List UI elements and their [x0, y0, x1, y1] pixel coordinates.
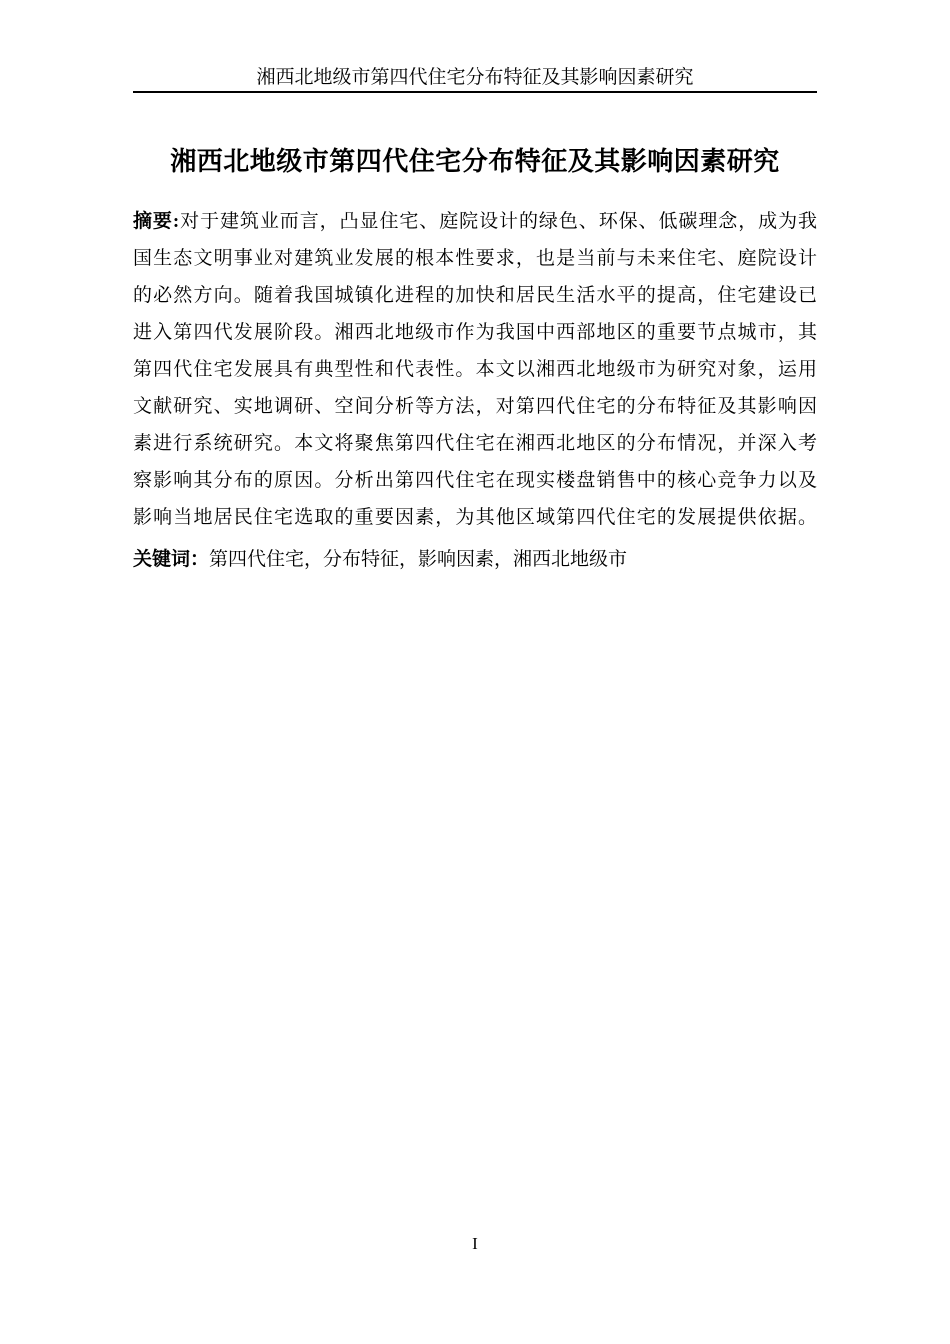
abstract-line: 影响当地居民住宅选取的重要因素，为其他区域第四代住宅的发展提供依据。	[133, 507, 817, 528]
abstract-line: 文献研究、实地调研、空间分析等方法，对第四代住宅的分布特征及其影响因	[133, 396, 817, 417]
page-header	[133, 0, 817, 93]
abstract-line: 国生态文明事业对建筑业发展的根本性要求，也是当前与未来住宅、庭院设计	[133, 248, 817, 269]
abstract-line: 第四代住宅发展具有典型性和代表性。本文以湘西北地级市为研究对象，运用	[133, 359, 817, 380]
page-number: I	[472, 1234, 478, 1253]
running-head: 湘西北地级市第四代住宅分布特征及其影响因素研究	[256, 67, 694, 88]
page-footer	[0, 1233, 950, 1255]
keywords-label: 关键词：	[133, 549, 210, 570]
abstract-line: 察影响其分布的原因。分析出第四代住宅在现实楼盘销售中的核心竞争力以及	[133, 470, 817, 491]
keywords-text: 第四代住宅，分布特征，影响因素，湘西北地级市	[209, 549, 628, 570]
abstract-line	[133, 203, 817, 240]
keywords-line	[133, 541, 817, 578]
abstract-line: 进入第四代发展阶段。湘西北地级市作为我国中西部地区的重要节点城市，其	[133, 322, 817, 343]
document-title: 湘西北地级市第四代住宅分布特征及其影响因素研究	[170, 146, 780, 176]
abstract-line: 素进行系统研究。本文将聚焦第四代住宅在湘西北地区的分布情况，并深入考	[133, 433, 817, 454]
abstract-line: 的必然方向。随着我国城镇化进程的加快和居民生活水平的提高，住宅建设已	[133, 285, 817, 306]
abstract-label: 摘要:	[133, 211, 180, 232]
abstract-paragraph	[133, 203, 817, 536]
abstract-text: 对于建筑业而言，凸显住宅、庭院设计的绿色、环保、低碳理念，成为我	[179, 211, 817, 232]
